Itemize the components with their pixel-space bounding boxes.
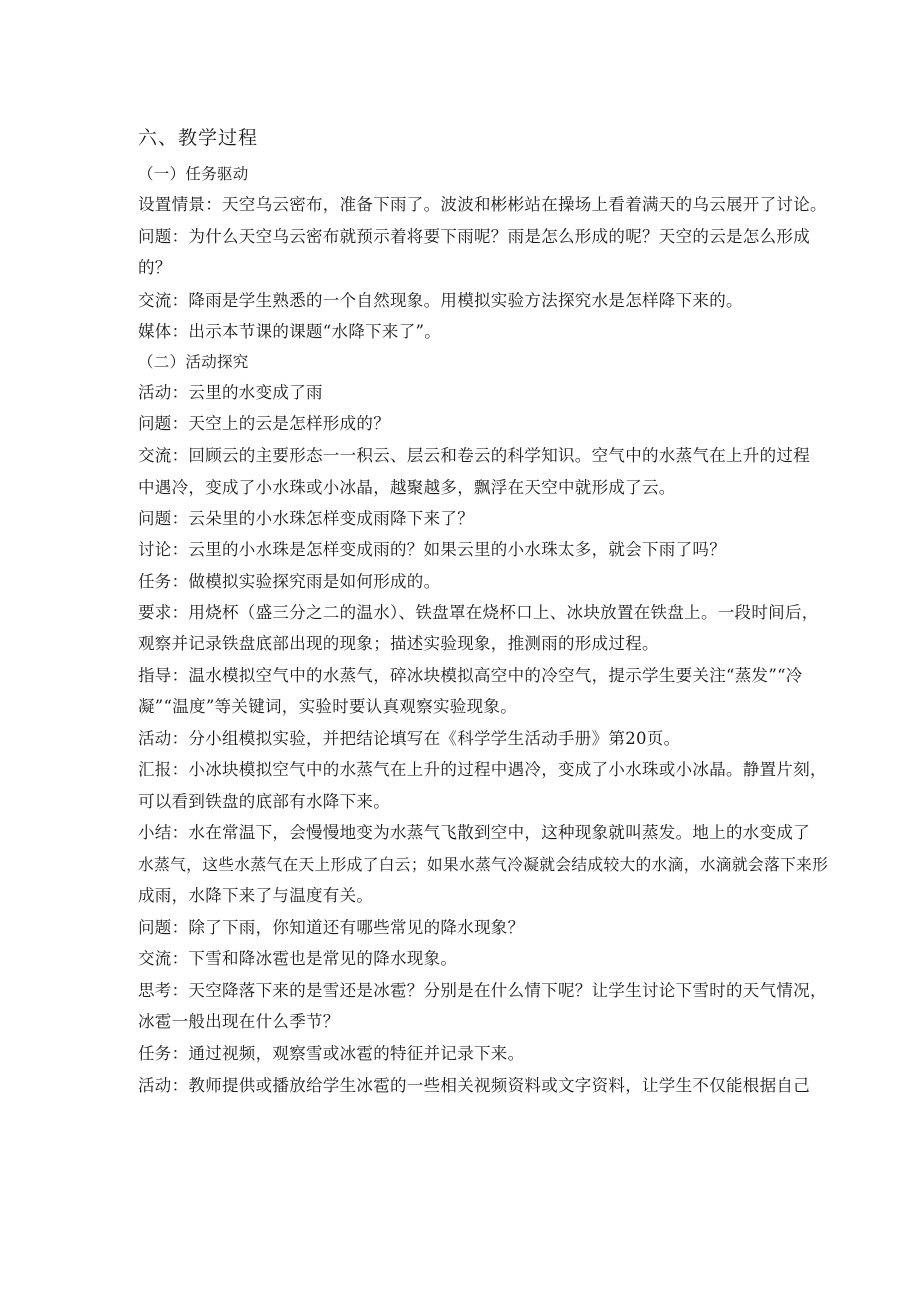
- subsection-heading-activity: （二）活动探究: [138, 353, 249, 371]
- paragraph-line: 小结：水在常温下，会慢慢地变为水蒸气飞散到空中，这种现象就叫蒸发。地上的水变成了: [138, 823, 810, 842]
- paragraph-line: 问题：除了下雨，你知道还有哪些常见的降水现象？: [138, 918, 525, 937]
- paragraph-line: 问题：为什么天空乌云密布就预示着将要下雨呢？雨是怎么形成的呢？天空的云是怎么形成: [138, 227, 810, 246]
- paragraph-line: 中遇冷，变成了小水珠或小冰晶，越聚越多，飘浮在天空中就形成了云。: [138, 478, 676, 497]
- paragraph-line: 凝”“温度”等关键词，实验时要认真观察实验现象。: [138, 697, 518, 716]
- paragraph-line: 水蒸气，这些水蒸气在天上形成了白云；如果水蒸气冷凝就会结成较大的水滴，水滴就会落下来形: [138, 855, 829, 874]
- paragraph-line: 任务：通过视频，观察雪或冰雹的特征并记录下来。: [138, 1044, 525, 1063]
- paragraph-line: 交流：回顾云的主要形态一一积云、层云和卷云的科学知识。空气中的水蒸气在上升的过程: [138, 446, 810, 465]
- paragraph-line: 设置情景：天空乌云密布，准备下雨了。波波和彬彬站在操场上看着满天的乌云展开了讨论。: [138, 195, 827, 214]
- paragraph-line: 交流：下雪和降冰雹也是常见的降水现象。: [138, 949, 458, 968]
- paragraph-line: 问题：云朵里的小水珠怎样变成雨降下来了？: [138, 509, 474, 528]
- paragraph-line: 讨论：云里的小水珠是怎样变成雨的？如果云里的小水珠太多，就会下雨了吗？: [138, 540, 726, 559]
- paragraph-line: 冰雹一般出现在什么季节？: [138, 1012, 340, 1031]
- paragraph-line: 媒体：出示本节课的课题“水降下来了”。: [138, 322, 442, 341]
- paragraph-line: 汇报：小冰块模拟空气中的水蒸气在上升的过程中遇冷，变成了小水珠或小冰晶。静置片刻，: [138, 760, 827, 779]
- paragraph-line: 指导：温水模拟空气中的水蒸气，碎冰块模拟高空中的冷空气，提示学生要关注“蒸发”“冷: [138, 666, 803, 685]
- paragraph-line: 要求：用烧杯（盛三分之二的温水）、铁盘罩在烧杯口上、冰块放置在铁盘上。一段时间后，: [138, 603, 819, 622]
- section-heading: 六、教学过程: [138, 127, 259, 149]
- paragraph-line: 活动：分小组模拟实验，并把结论填写在《科学学生活动手册》第20页。: [138, 729, 681, 748]
- paragraph-line: 可以看到铁盘的底部有水降下来。: [138, 792, 390, 811]
- paragraph-line: 观察并记录铁盘底部出现的现象；描述实验现象，推测雨的形成过程。: [138, 634, 659, 653]
- paragraph-line: 成雨，水降下来了与温度有关。: [138, 886, 374, 905]
- paragraph-line: 活动：教师提供或播放给学生冰雹的一些相关视频资料或文字资料，让学生不仅能根据自己: [138, 1076, 810, 1095]
- paragraph-line: 交流：降雨是学生熟悉的一个自然现象。用模拟实验方法探究水是怎样降下来的。: [138, 291, 743, 310]
- paragraph-line: 问题：天空上的云是怎样形成的？: [138, 414, 390, 433]
- paragraph-line: 任务：做模拟实验探究雨是如何形成的。: [138, 572, 441, 591]
- paragraph-line: 的？: [138, 258, 172, 277]
- paragraph-line: 思考：天空降落下来的是雪还是冰雹？分别是在什么情下呢？让学生讨论下雪时的天气情况，: [138, 981, 827, 1000]
- subsection-heading-task: （一）任务驱动: [138, 165, 249, 183]
- paragraph-line: 活动：云里的水变成了雨: [138, 383, 323, 402]
